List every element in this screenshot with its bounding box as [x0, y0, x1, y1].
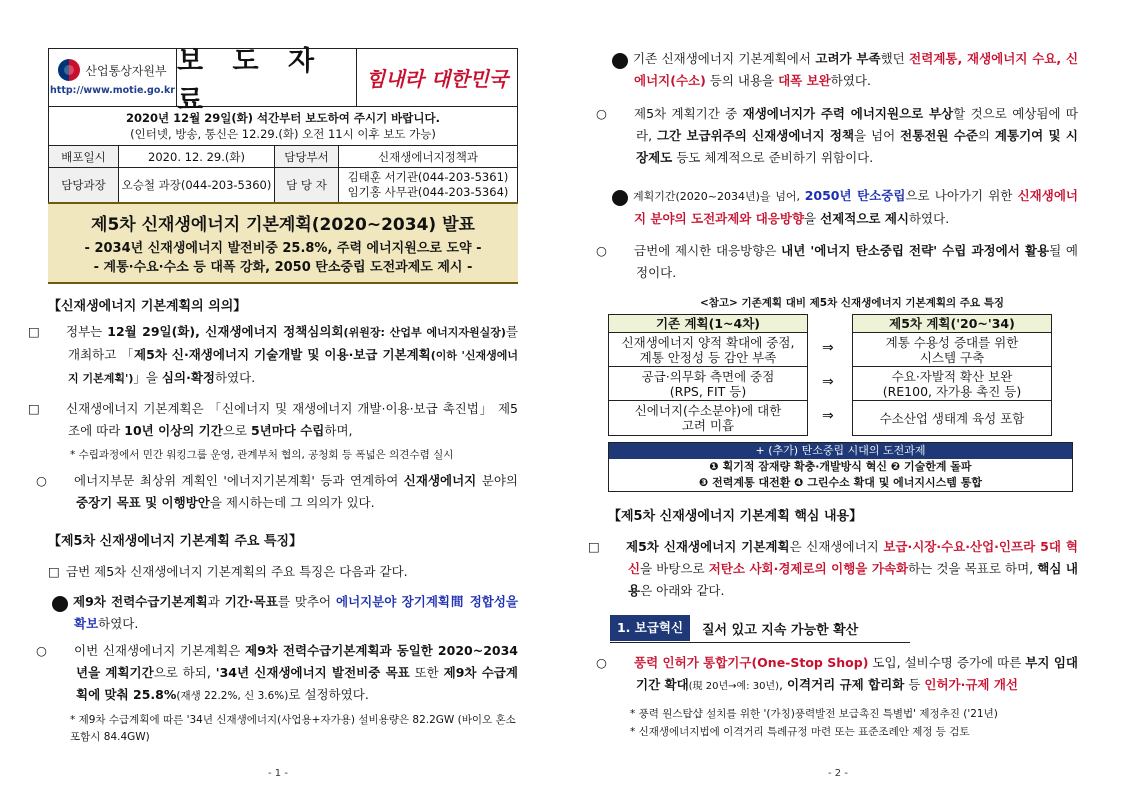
number-1-icon: 1 [52, 596, 68, 612]
press-release-header [48, 45, 518, 203]
arrow-icon: ⇒ [822, 374, 834, 390]
fifth-row-3: 수소산업 생태계 육성 포함 [879, 410, 1025, 426]
fifth-row-2: 수요·자발적 확산 보완 (RE100, 자가용 촉진 등) [853, 367, 1051, 401]
headline-title: 제5차 신재생에너지 기본계획(2020~2034) 발표 [91, 215, 475, 235]
staff-label: 담 당 자 [275, 168, 339, 202]
note-3: * 풍력 원스탑샵 설치를 위한 '(가칭)풍력발전 보급촉진 특별법' 제정추진 ('21년) [630, 708, 998, 720]
existing-row-2: 공급·의무화 측면에 중점 (RPS, FIT 등) [609, 367, 807, 401]
fifth-row-1: 계통 수용성 증대를 위한 시스템 구축 [853, 333, 1051, 367]
challenge-row-2: ❸ 전력계통 대전환 ❹ 그린수소 확대 및 에너지시스템 통합 [698, 476, 983, 489]
fifth-plan-header: 제5차 계획('20~'34) [853, 315, 1051, 333]
note-4: * 신재생에너지법에 이격거리 특례규정 마련 또는 표준조례안 제정 등 검토 [630, 726, 970, 738]
page-2 [560, 0, 1121, 793]
challenge-header: + (추가) 탄소중립 시대의 도전과제 [609, 443, 1072, 459]
section-heading-significance: 【신재생에너지 기본계획의 의의】 [48, 299, 247, 314]
arrow-icon: ⇒ [822, 408, 834, 424]
headline-sub-2: - 계통·수요·수소 등 대폭 강화, 2050 탄소중립 도전과제도 제시 - [93, 260, 473, 275]
feature-2: 2 기존 신재생에너지 기본계획에서 고려가 부족했던 전력계통, 재생에너지 수요, 신에너지(수소) 등의 내용을 대폭 보완하였다. [605, 51, 1079, 88]
existing-row-3: 신에너지(수소분야)에 대한 고려 미흡 [634, 403, 782, 433]
paragraph-4: □ 금번 제5차 신재생에너지 기본계획의 주요 특징은 다음과 같다. [48, 564, 408, 579]
date-value: 2020. 12. 29.(화) [119, 146, 275, 167]
paragraph-2: □ 신재생에너지 기본계획은 「신에너지 및 재생에너지 개발·이용·보급 촉진법」 제5조에 따라 10년 이상의 기간으로 5년마다 수립하며, [28, 401, 518, 438]
section-bar-supply-innovation [610, 615, 910, 643]
embargo-notice: 2020년 12월 29일(화) 석간부터 보도하여 주시기 바랍니다. (인터넷, 방송, 통신은 12.29.(화) 오전 11시 이후 보도 가능) [49, 107, 517, 146]
paragraph-q4: ○ 금번에 제시한 대응방향은 내년 '에너지 탄소중립 전략' 수립 과정에서 활용될 예정이다. [596, 243, 1078, 280]
existing-row-1: 신재생에너지 양적 확대에 중점, 계통 안정성 등 감안 부족 [609, 333, 807, 367]
paragraph-3: ○ 에너지부문 최상위 계획인 '에너지기본계획' 등과 연계하여 신재생에너지 분야의 중장기 목표 및 이행방안을 제시하는데 그 의의가 있다. [36, 473, 518, 510]
fifth-plan-column [852, 314, 1052, 436]
dept-label: 담당부서 [275, 146, 339, 167]
section-tag: 1. 보급혁신 [610, 615, 690, 641]
doc-type-title: 보 도 자 료 [177, 49, 357, 106]
arrow-icon: ⇒ [822, 340, 834, 356]
paragraph-r1: □ 제5차 신재생에너지 기본계획은 신재생에너지 보급·시장·수요·산업·인프라 5대 혁신을 바탕으로 저탄소 사회·경제로의 이행을 가속화하는 것을 목표로 하며, 핵심 내용은 아래와 같다. [588, 539, 1078, 598]
section-heading-core: 【제5차 신재생에너지 기본계획 핵심 내용】 [608, 509, 863, 524]
staff-values: 김태훈 서기관(044-203-5361) 임기홍 사무관(044-203-5364) [347, 170, 509, 199]
page-number-2: - 2 - [828, 768, 848, 779]
page-1 [0, 0, 560, 793]
paragraph-q2: ○ 제5차 계획기간 중 재생에너지가 주력 에너지원으로 부상할 것으로 예상됨에 따라, 그간 보급위주의 신재생에너지 정책을 넘어 전통전원 수준의 계통기여 및 시장제도 등도 체계적으로 준비하기 위함이다. [596, 106, 1078, 165]
feature-1: 1 제9차 전력수급기본계획과 기간·목표를 맞추어 에너지분야 장기계획間 정합성을 확보하였다. [45, 594, 518, 631]
ministry-url[interactable]: http://www.motie.go.kr [50, 85, 175, 96]
headline-box [48, 202, 518, 284]
slogan-logo: 힘내라 대한민국 [365, 67, 509, 91]
date-label: 배포일시 [49, 146, 119, 167]
section-heading-features: 【제5차 신재생에너지 기본계획 주요 특징】 [48, 534, 303, 549]
dept-value: 신재생에너지정책과 [378, 149, 478, 164]
note-1: * 수립과정에서 민간 워킹그룹 운영, 관계부처 협의, 공청회 등 폭넓은 의견수렴 실시 [70, 449, 454, 461]
note-2: * 제9차 수급계획에 따른 '34년 신재생에너지(사업용+자가용) 설비용량은 82.2GW (바이오 혼소 포함시 84.4GW) [70, 714, 516, 743]
manager-value: 오승철 과장(044-203-5360) [119, 168, 275, 202]
ministry-logo [49, 49, 177, 106]
paragraph-r2: ○ 풍력 인허가 통합기구(One-Stop Shop) 도입, 설비수명 증가에 따른 부지 임대기간 확대(現 20년→예: 30년), 이격거리 규제 합리화 등 인허가·규제 개선 [596, 655, 1078, 692]
challenge-row-1: ❶ 획기적 잠재량 확충·개발방식 혁신 ❷ 기술한계 돌파 [709, 460, 972, 473]
table-caption: <참고> 기존계획 대비 제5차 신재생에너지 기본계획의 주요 특징 [699, 297, 1005, 309]
taegeuk-icon [58, 59, 80, 81]
manager-label: 담당과장 [49, 168, 119, 202]
headline-sub-1: - 2034년 신재생에너지 발전비중 25.8%, 주력 에너지원으로 도약 - [84, 241, 482, 256]
existing-plan-column [608, 314, 808, 436]
existing-plan-header: 기존 계획(1~4차) [609, 315, 807, 333]
section-bar-title: 질서 있고 지속 가능한 확산 [702, 623, 859, 638]
page-number-1: - 1 - [268, 768, 288, 779]
number-2-icon: 2 [612, 53, 628, 69]
paragraph-6: ○ 이번 신재생에너지 기본계획은 제9차 전력수급기본계획과 동일한 2020~2034년을 계획기간으로 하되, '34년 신재생에너지 발전비중 목표 또한 제9차 수급계획에 맞춰 25.8%(재생 22.2%, 신 3.6%)로 설정하였다. [36, 643, 518, 702]
paragraph-1: □ 정부는 12월 29일(화), 신재생에너지 정책심의회(위원장: 산업부 에너지자원실장)를 개최하고 「제5차 신·재생에너지 기술개발 및 이용·보급 기본계획(이하 '신재생에너지 기본계획')」을 심의·확정하였다. [28, 324, 519, 385]
feature-3: 3 계획기간(2020~2034년)을 넘어, 2050년 탄소중립으로 나아가기 위한 신재생에너지 분야의 도전과제와 대응방향을 선제적으로 제시하였다. [605, 188, 1078, 226]
number-3-icon: 3 [612, 190, 628, 206]
ministry-name: 산업통상자원부 [85, 63, 167, 78]
carbon-neutral-challenges [608, 442, 1073, 492]
